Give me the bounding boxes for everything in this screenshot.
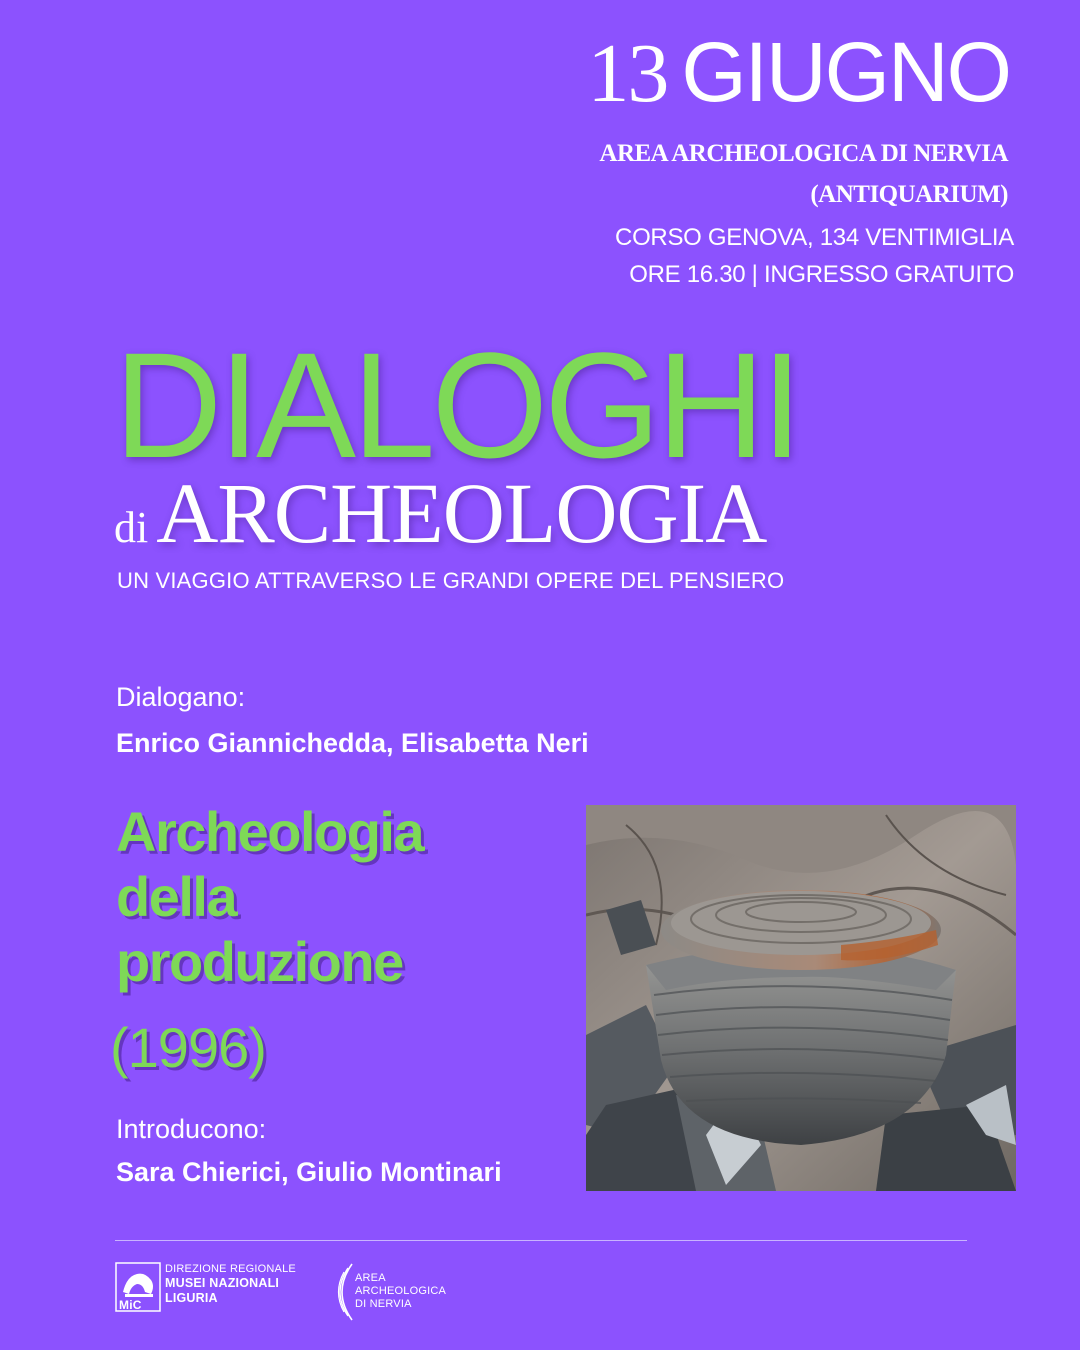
date-month: GIUGNO	[681, 25, 1010, 119]
mic-logo	[115, 1262, 305, 1314]
event-date	[587, 25, 1010, 120]
event-time-entry: ORE 16.30 | INGRESSO GRATUITO	[629, 261, 1014, 288]
artifact-photo	[586, 805, 1016, 1191]
subtitle-archeologia: ARCHEOLOGIA	[156, 465, 767, 561]
series-tagline: UN VIAGGIO ATTRAVERSO LE GRANDI OPERE DEL PENSIERO	[117, 568, 785, 593]
series-subtitle	[114, 465, 767, 561]
date-day: 13	[587, 27, 668, 120]
nervia-arcs-icon	[330, 1262, 356, 1322]
book-year: (1996)	[110, 1016, 266, 1079]
book-title: Archeologia della produzione	[116, 800, 424, 993]
mic-line-2: MUSEI NAZIONALI	[165, 1275, 280, 1290]
nervia-line-1: AREA	[355, 1272, 386, 1284]
mic-line-3: LIGURIA	[165, 1290, 218, 1305]
intro-names: Sara Chierici, Giulio Montinari	[116, 1157, 502, 1187]
series-title: DIALOGHI	[114, 321, 799, 489]
mic-line-1: DIREZIONE REGIONALE	[165, 1263, 296, 1275]
nervia-text	[355, 1272, 446, 1311]
subtitle-di: di	[114, 503, 149, 552]
venue-address: CORSO GENOVA, 134 VENTIMIGLIA	[615, 224, 1014, 251]
nervia-logo	[330, 1262, 470, 1322]
venue-subname: (ANTIQUARIUM)	[810, 181, 1008, 208]
mic-text	[165, 1263, 296, 1305]
nervia-line-2: ARCHEOLOGICA	[355, 1284, 447, 1297]
footer-divider	[115, 1240, 967, 1241]
venue-name: AREA ARCHEOLOGICA DI NERVIA	[599, 140, 1008, 167]
dialogue-label: Dialogano:	[116, 682, 246, 712]
nervia-line-3: DI NERVIA	[355, 1297, 412, 1310]
mic-badge: MiC	[119, 1298, 142, 1312]
dialogue-names: Enrico Giannichedda, Elisabetta Neri	[116, 728, 589, 758]
intro-label: Introducono:	[116, 1114, 267, 1144]
